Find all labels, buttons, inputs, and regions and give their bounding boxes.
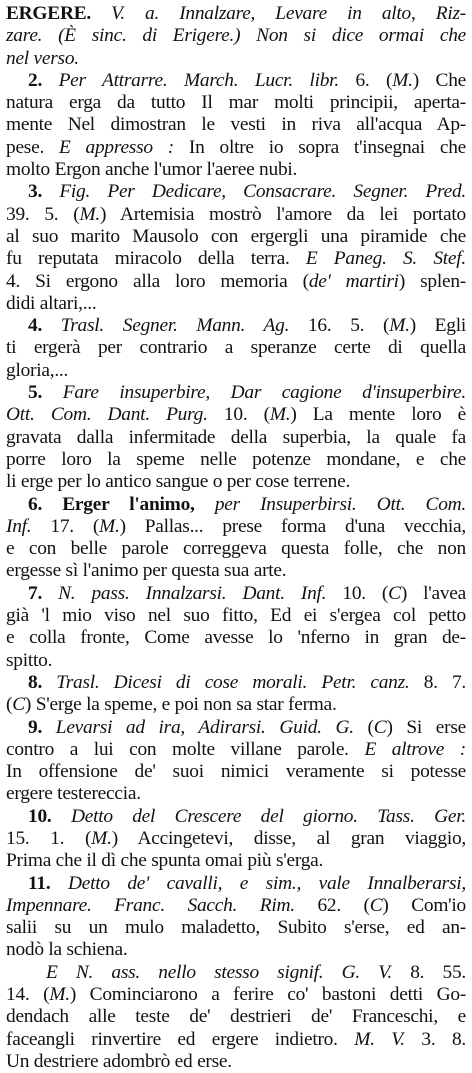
italic-text: E Paneg. S. Stef. xyxy=(305,248,466,270)
sense-label: 11. xyxy=(28,872,68,894)
body-text: faceangli rinvertire ed ergere indietro. xyxy=(6,1028,355,1050)
entry-line xyxy=(6,404,466,426)
entry-line xyxy=(6,3,466,25)
italic-text: Ott. Com. Dant. Purg. xyxy=(6,404,208,426)
body-text: 15. 1. ( xyxy=(6,827,92,849)
italic-text: N. pass. Innalzarsi. Dant. Inf. xyxy=(58,582,327,604)
italic-text: Trasl. Segner. Mann. Ag. xyxy=(60,315,290,337)
body-text: li erge per lo antico sangue o per cose terrene. xyxy=(6,471,351,493)
entry-line xyxy=(6,114,466,136)
entry-line xyxy=(6,449,466,471)
italic-text: M. xyxy=(99,515,120,537)
entry-line xyxy=(6,806,466,828)
italic-text: C xyxy=(373,716,387,738)
entry-line xyxy=(6,672,466,694)
body-text: ) splen- xyxy=(398,270,466,292)
entry-line xyxy=(6,1051,466,1073)
entry-line xyxy=(6,293,466,315)
body-text: ) Che xyxy=(412,69,466,91)
italic-text: per Insuperbirsi. Ott. Com. xyxy=(214,493,466,515)
italic-text: Fig. Per Dedicare, Consacrare. Segner. Pred. xyxy=(59,181,466,203)
body-text: 8. 55. xyxy=(391,961,466,983)
italic-text: M. xyxy=(79,203,100,225)
italic-text: zare. (È sinc. di Erigere.) Non si dice ormai che xyxy=(6,25,466,47)
body-text: 10. ( xyxy=(207,404,270,426)
body-text: ) Pallas... prese forma d'una vecchia, xyxy=(119,515,466,537)
body-text: nodò la schiena. xyxy=(6,939,128,961)
entry-line xyxy=(6,337,466,359)
body-text: 3. 8. xyxy=(404,1028,466,1050)
italic-text: Inf. xyxy=(6,515,32,537)
entry-line xyxy=(6,828,466,850)
italic-text: nel verso. xyxy=(6,47,79,69)
body-text: contro a lui con molte villane parole. xyxy=(6,738,365,760)
body-text: gravata dalla infermitade della superbia, la quale fa xyxy=(6,426,466,448)
italic-text: M. xyxy=(389,315,410,337)
body-text: ) l'avea xyxy=(400,582,466,604)
body-text: 10. ( xyxy=(326,582,389,604)
entry-line xyxy=(6,605,466,627)
body-text: 16. 5. ( xyxy=(289,315,390,337)
entry-line xyxy=(6,494,466,516)
body-text: ) Artemisia mostrò l'amore da lei portato xyxy=(99,203,466,225)
entry-line xyxy=(6,382,466,404)
sense-label: ERGERE. xyxy=(6,3,91,24)
entry-line xyxy=(6,583,466,605)
body-text: ) Com'io xyxy=(382,894,466,916)
entry-line xyxy=(6,181,466,203)
italic-text: Impennare. Franc. Sacch. Rim. xyxy=(6,894,295,916)
body-text: e colla fronte, Come avesse lo 'nferno in gran de- xyxy=(6,627,466,649)
body-text: Un destriere adombrò ed erse. xyxy=(6,1050,232,1072)
italic-text: Per Attrarre. March. Lucr. libr. xyxy=(58,69,339,91)
body-text: spitto. xyxy=(6,649,53,671)
body-text: pese. xyxy=(6,136,59,158)
sense-label: 6. Erger l'animo, xyxy=(28,493,215,515)
entry-line xyxy=(6,92,466,114)
italic-text: Detto del Crescere del giorno. Tass. Ger. xyxy=(70,805,466,827)
body-text: e con belle parole correggeva questa folle, che non xyxy=(6,538,466,560)
body-text: ergesse sì l'animo per questa sua arte. xyxy=(6,560,287,582)
body-text: In offensione de' suoi nimici veramente si potesse xyxy=(6,761,466,783)
body-text: salii su un mulo maladetto, Subito s'erse, ed an- xyxy=(6,917,466,939)
italic-text: E N. ass. nello stesso signif. G. V. xyxy=(46,961,392,983)
sense-label: 4. xyxy=(28,315,61,337)
italic-text: M. V. xyxy=(354,1028,405,1050)
body-text: In oltre io sopra t'insegnai che xyxy=(173,136,466,158)
body-text: ) Cominciarono a ferire co' bastoni detti Go- xyxy=(69,984,466,1006)
entry-line xyxy=(6,694,466,716)
body-text: 8. 7. xyxy=(409,671,466,693)
body-text: 14. ( xyxy=(6,984,50,1006)
body-text: Prima che il dì che spunta omai più s'erga. xyxy=(6,850,324,872)
italic-text: Levarsi ad ira, Adirarsi. Guid. G. xyxy=(55,716,354,738)
body-text: 39. 5. ( xyxy=(6,203,80,225)
italic-text: C xyxy=(12,694,25,716)
entry-line xyxy=(6,48,466,70)
entry-line xyxy=(6,984,466,1006)
body-text: natura erga da tutto Il mar molti principii, aperta- xyxy=(6,92,466,114)
body-text: ) La mente loro è xyxy=(290,404,466,426)
entry-line xyxy=(6,248,466,270)
italic-text: C xyxy=(388,582,401,604)
body-text: ( xyxy=(353,716,374,738)
entry-line xyxy=(6,962,466,984)
entry-line xyxy=(6,917,466,939)
entry-line xyxy=(6,427,466,449)
body-text: ) Accingetevi, disse, al gran viaggio, xyxy=(111,827,466,849)
entry-line xyxy=(6,159,466,181)
entry-line xyxy=(6,560,466,582)
italic-text: M. xyxy=(49,984,70,1006)
italic-text: Trasl. Dicesi di cose morali. Petr. canz. xyxy=(56,671,410,693)
sense-label: 7. xyxy=(28,582,59,604)
italic-text: E appresso : xyxy=(59,136,174,158)
body-text xyxy=(91,3,111,24)
sense-label: 3. xyxy=(28,181,60,203)
sense-label: 10. xyxy=(28,805,71,827)
body-text: didi altari,... xyxy=(6,292,97,314)
italic-text: M. xyxy=(91,827,112,849)
sense-label: 9. xyxy=(28,716,56,738)
entry-text xyxy=(6,3,466,1073)
body-text: ( xyxy=(6,694,13,716)
dictionary-entry xyxy=(6,3,466,1073)
entry-line xyxy=(6,271,466,293)
entry-line xyxy=(6,761,466,783)
italic-text: E altrove : xyxy=(364,738,466,760)
entry-line xyxy=(6,627,466,649)
body-text: ) S'erge la speme, e poi non sa star ferma. xyxy=(24,694,337,716)
body-text: 17. ( xyxy=(31,515,100,537)
body-text: ti ergerà per contrario a speranze certe di quella xyxy=(6,337,466,359)
body-text: gloria,... xyxy=(6,359,69,381)
italic-text: de' martiri xyxy=(308,270,399,292)
body-text: 62. ( xyxy=(294,894,370,916)
entry-line xyxy=(6,226,466,248)
sense-label: 2. xyxy=(28,69,59,91)
entry-line xyxy=(6,850,466,872)
entry-line xyxy=(6,70,466,92)
italic-text: M. xyxy=(269,404,291,426)
entry-line xyxy=(6,471,466,493)
italic-text: V. a. Innalzare, Levare in alto, Riz- xyxy=(111,3,466,24)
entry-line xyxy=(6,204,466,226)
italic-text: Detto de' cavalli, e sim., vale Innalberarsi, xyxy=(67,872,466,894)
entry-line xyxy=(6,873,466,895)
italic-text: Fare insuperbire, Dar cagione d'insuperbire. xyxy=(62,382,466,404)
body-text: 4. Si ergono alla loro memoria ( xyxy=(6,270,309,292)
body-text: ) Si erse xyxy=(386,716,466,738)
body-text: al suo marito Mausolo con ergergli una piramide che xyxy=(6,225,466,247)
sense-label: 5. xyxy=(28,382,63,404)
entry-line xyxy=(6,717,466,739)
entry-line xyxy=(6,1029,466,1051)
body-text: già 'l mio viso nel suo fitto, Ed ei s'ergea col petto xyxy=(6,605,466,627)
body-text: mente Nel dimostran le vesti in riva all'acqua Ap- xyxy=(6,114,466,136)
body-text: fu reputata miracolo della terra. xyxy=(6,248,306,270)
entry-line xyxy=(6,516,466,538)
italic-text: M. xyxy=(392,69,413,91)
body-text: 6. ( xyxy=(338,69,393,91)
italic-text: C xyxy=(369,894,383,916)
entry-line xyxy=(6,137,466,159)
entry-line xyxy=(6,895,466,917)
entry-line xyxy=(6,538,466,560)
body-text: ergere testereccia. xyxy=(6,783,141,805)
body-text: porre loro la speme nelle potenze mondane, e che xyxy=(6,448,466,470)
entry-line xyxy=(6,650,466,672)
entry-line xyxy=(6,739,466,761)
entry-line xyxy=(6,360,466,382)
body-text: molto Ergon anche l'umor l'aeree nubi. xyxy=(6,159,298,181)
entry-line xyxy=(6,939,466,961)
entry-line xyxy=(6,315,466,337)
entry-line xyxy=(6,783,466,805)
entry-line xyxy=(6,25,466,47)
body-text: dendach alle teste de' destrieri de' Franceschi, e xyxy=(6,1006,466,1028)
body-text: ) Egli xyxy=(409,315,466,337)
sense-label: 8. xyxy=(28,671,57,693)
